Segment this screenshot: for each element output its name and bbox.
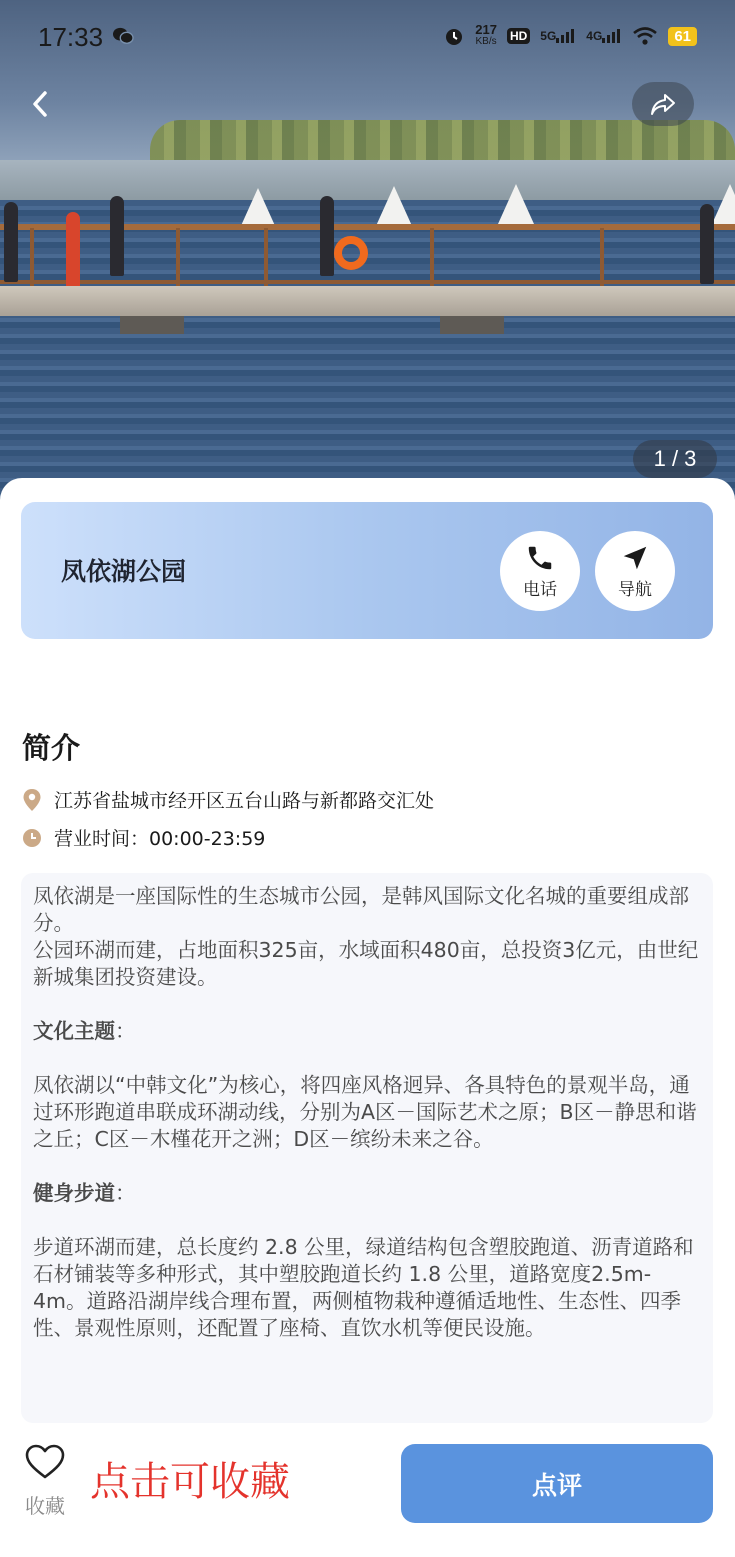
photo-person <box>320 196 334 276</box>
address-row <box>22 786 434 813</box>
net-speed-unit: KB/s <box>475 36 497 47</box>
hours-text: 营业时间：00:00-23:59 <box>54 828 266 850</box>
description-paragraph: 凤依湖以“中韩文化”为核心，将四座风格迥异、各具特色的景观半岛，通过环形跑道串联成环湖动线，分别为A区－国际艺术之原；B区－静思和谐之丘；C区－木槿花开之洲；D区－缤纷未来之谷。 <box>33 1073 697 1151</box>
hours-row <box>22 824 265 851</box>
photo-post <box>176 228 180 286</box>
photo-sail <box>376 186 412 226</box>
gallery-page-counter: 1 / 3 <box>633 440 717 478</box>
navigation-arrow-icon <box>620 543 650 573</box>
place-card <box>21 502 713 639</box>
signal-4g <box>586 29 622 43</box>
photo-life-ring <box>334 236 368 270</box>
description-paragraph: 步道环湖而建，总长度约 2.8 公里，绿道结构包含塑胶跑道、沥青道路和石材铺装等多种形式，其中塑胶跑道长约 1.8 公里，道路宽度2.5m-4m。道路沿湖岸线合理布置，两侧植物栽种遵循适地性、生态性、四季性、景观性原则，还配置了座椅、直饮水机等便民设施。 <box>33 1235 694 1340</box>
description-heading-text: 健身步道 <box>33 1181 115 1205</box>
photo-person <box>700 204 714 284</box>
net-speed-value: 217 <box>475 22 497 37</box>
phone-icon <box>525 543 555 573</box>
alarm-icon <box>443 25 465 47</box>
intro-title: 简介 <box>22 731 81 765</box>
photo-sail <box>498 184 534 224</box>
description-box <box>21 873 713 1423</box>
photo-sail <box>712 184 735 224</box>
navigate-button[interactable] <box>595 531 675 611</box>
review-button[interactable]: 点评 <box>401 1444 713 1523</box>
photo-person <box>4 202 18 282</box>
photo-person <box>66 212 80 292</box>
place-name: 凤依湖公园 <box>61 557 187 586</box>
share-button[interactable] <box>632 82 694 126</box>
back-button[interactable] <box>22 86 58 122</box>
navigate-label: 导航 <box>618 579 652 600</box>
signal-bars-icon <box>602 29 622 43</box>
signal-5g <box>540 29 576 43</box>
chevron-left-icon <box>31 90 49 118</box>
photo-post <box>600 228 604 286</box>
photo-bridge-rail <box>0 280 735 284</box>
signal-bars-icon <box>556 29 576 43</box>
favorite-hint: 点击可收藏 <box>90 1459 290 1505</box>
net-speed <box>475 24 497 48</box>
hd-badge: HD <box>507 28 530 44</box>
wechat-icon <box>112 26 134 46</box>
description-heading: 健身步道： <box>33 1181 136 1205</box>
photo-shore <box>0 160 735 200</box>
address-text: 江苏省盐城市经开区五台山路与新都路交汇处 <box>54 790 435 812</box>
call-label: 电话 <box>523 579 557 600</box>
photo-sail <box>240 188 276 228</box>
description-heading-text: 文化主题 <box>33 1019 115 1043</box>
favorite-button[interactable] <box>22 1444 68 1534</box>
photo-pillar <box>120 316 184 334</box>
wifi-icon <box>632 26 658 46</box>
status-time: 17:33 <box>38 22 104 52</box>
photo-post <box>430 228 434 286</box>
clock-icon <box>22 828 42 848</box>
status-bar <box>0 0 735 76</box>
photo-post <box>30 228 34 286</box>
favorite-label: 收藏 <box>25 1494 65 1518</box>
signal-4g-label: 4G <box>586 29 603 43</box>
description-paragraph: 凤依湖是一座国际性的生态城市公园，是韩风国际文化名城的重要组成部分。 公园环湖而建，占地面积325亩，水域面积480亩，总投资3亿元，由世纪新城集团投资建设。 <box>33 884 699 989</box>
share-icon <box>650 92 676 116</box>
photo-bridge-deck <box>0 286 735 316</box>
heart-icon <box>25 1444 65 1480</box>
battery-indicator: 61 <box>668 27 697 46</box>
photo-pillar <box>440 316 504 334</box>
photo-post <box>264 228 268 286</box>
call-button[interactable] <box>500 531 580 611</box>
signal-5g-label: 5G <box>540 29 557 43</box>
description-heading: 文化主题： <box>33 1019 136 1043</box>
detail-sheet <box>0 478 735 1557</box>
photo-person <box>110 196 124 276</box>
location-pin-icon <box>22 788 42 812</box>
